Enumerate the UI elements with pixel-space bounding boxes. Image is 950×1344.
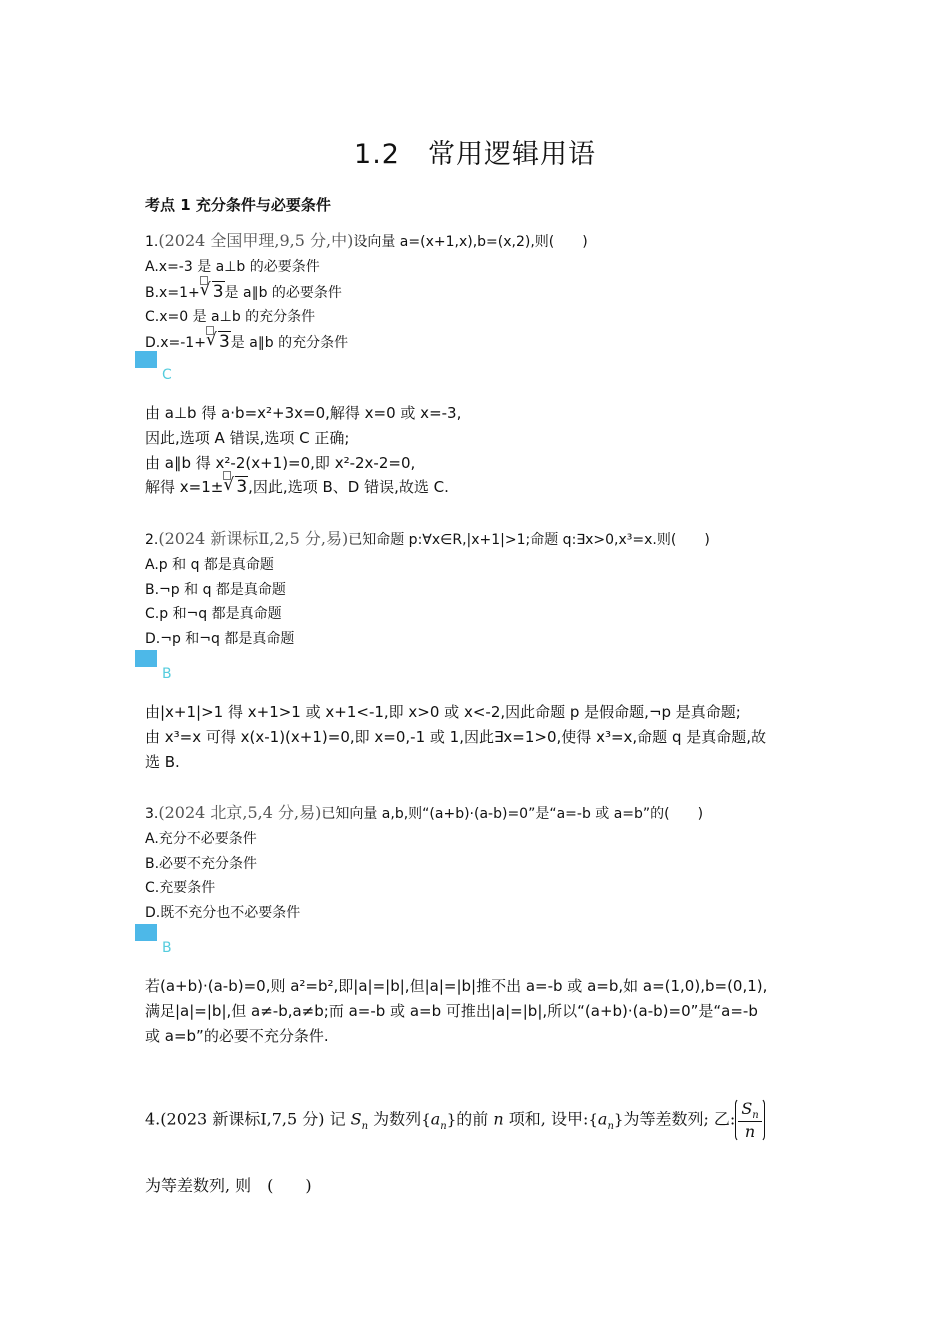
question-3-answer: B [135,924,195,964]
fraction-sn-over-n: $\frac{S_n}{n}$ [735,1098,764,1142]
question-2-stem: 2.(2024 新课标Ⅱ,2,5 分,易)已知命题 p:∀x∈R,|x+1|>1;命题 q:∃x>0,x³=x.则( ) [145,529,710,548]
question-3-source: (2024 北京,5,4 分,易) [158,803,322,822]
page-title: 1.2 常用逻辑用语 [354,139,596,170]
question-1-option-c: C.x=0 是 a⊥b 的充分条件 [145,309,316,326]
question-1-stem: 1.(2024 全国甲理,9,5 分,中)设向量 a=(x+1,x),b=(x,2),则( ) [145,231,588,250]
question-2 [145,527,825,652]
question-4-continuation: 为等差数列, 则 ( ) [145,1176,312,1195]
question-3-option-c: C.充要条件 [145,880,216,897]
question-2-option-d: D.¬p 和¬q 都是真命题 [145,631,295,648]
question-2-option-a: A.p 和 q 都是真命题 [145,556,274,573]
question-2-option-c: C.p 和¬q 都是真命题 [145,606,282,623]
question-2-solution: 由|x+1|>1 得 x+1>1 或 x+1<-1,即 x>0 或 x<-2,因此命题 p 是假命题,¬p 是真命题; 由 x³=x 可得 x(x-1)(x+1)=0,即 x=0,-1 或 1,因此∃x=1>0,使得 x³=x,命题 q 是真命题,故 选 B. [145,703,767,771]
question-3-option-d: D.既不充分也不必要条件 [145,905,301,922]
question-1-option-b: B.x=1+ √ 3是 a∥b 的必要条件 [145,280,825,306]
question-1-option-a: A.x=-3 是 a⊥b 的必要条件 [145,258,320,275]
question-3-stem: 3.(2024 北京,5,4 分,易)已知向量 a,b,则“(a+b)·(a-b)=0”是“a=-b 或 a=b”的( ) [145,803,704,822]
question-1-answer: C [135,351,195,391]
cube-root-icon: √ 3 [206,330,231,356]
question-3-solution: 若(a+b)·(a-b)=0,则 a²=b²,即|a|=|b|,但|a|=|b|推不出 a=-b 或 a=b,如 a=(1,0),b=(0,1), 满足|a|=|b|,但 a≠-b,a≠b;而 a=-b 或 a=b 可推出|a|=|b|,所以“(a+b)·(a-b)=0”是“a=-b 或 a=b”的必要不充分条件. [145,977,768,1045]
question-3-option-a: A.充分不必要条件 [145,830,257,847]
cube-root-icon: √ 3 [223,475,248,500]
question-3-option-b: B.必要不充分条件 [145,855,258,872]
question-1-source: (2024 全国甲理,9,5 分,中) [158,231,354,250]
question-2-option-b: B.¬p 和 q 都是真命题 [145,581,286,598]
question-1-option-d: D.x=-1+ √ 3是 a∥b 的充分条件 [145,330,825,356]
question-2-answer: B [135,650,195,690]
section-heading: 考点 1 充分条件与必要条件 [145,196,331,214]
question-2-source: (2024 新课标Ⅱ,2,5 分,易) [158,529,349,548]
question-1-solution: 由 a⊥b 得 a·b=x²+3x=0,解得 x=0 或 x=-3, 因此,选项 A 错误,选项 C 正确; 由 a∥b 得 x²-2(x+1)=0,即 x²-2x-2=0, 解得 x=1± √ 3,因此,选项 B、D 错误,故选 C. [145,401,815,500]
answer-marker-icon [135,351,157,368]
answer-marker-icon [135,924,157,941]
cube-root-icon: √ 3 [200,280,225,306]
question-1 [145,229,825,356]
question-3 [145,801,825,926]
answer-marker-icon [135,650,157,667]
question-4-stem: 4.(2023 新课标Ⅰ,7,5 分) 记 $S_n$ 为数列$\{a_n\}$的前 n 项和, 设甲$:\{a_n\}$为等差数列; 乙: $\frac{S_n}{n}$ [145,1098,765,1142]
